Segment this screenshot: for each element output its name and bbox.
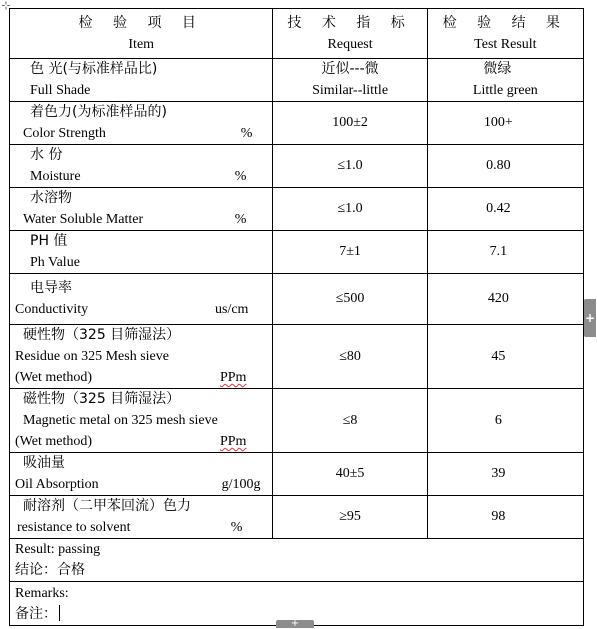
result-cell-merged[interactable] [10, 539, 584, 582]
request-cell[interactable] [273, 102, 427, 145]
result-value: 6 [494, 412, 502, 428]
item-unit: % [240, 126, 253, 141]
table-header-row [10, 9, 584, 59]
result-zh: 结论：合格 [15, 562, 85, 578]
item-cell[interactable] [10, 231, 273, 274]
header-item-zh: 检 验 项 目 [78, 14, 204, 31]
table-row [10, 231, 584, 274]
request-cell[interactable] [273, 231, 427, 274]
table-row [10, 59, 584, 102]
request-value: 近似---微 [321, 61, 379, 77]
result-value: 微绿 [483, 61, 512, 77]
item-cell[interactable] [10, 188, 273, 231]
header-result-zh: 检 验 结 果 [442, 14, 569, 31]
remarks-zh: 备注： [15, 605, 57, 622]
text-cursor [59, 605, 60, 621]
result-value: 7.1 [489, 244, 508, 259]
item-zh: 水 份 [30, 147, 63, 163]
header-result-en: Test Result [474, 36, 537, 52]
result-cell[interactable] [427, 188, 583, 231]
item-zh: 硬性物（325 目筛湿法） [23, 327, 181, 343]
item-cell[interactable] [10, 59, 273, 102]
inspection-table [9, 8, 584, 626]
result-value: 98 [491, 509, 506, 524]
item-en: Full Shade [30, 83, 91, 98]
header-request-cell[interactable] [273, 9, 427, 59]
result-value-en: Little green [472, 83, 538, 98]
add-row-button[interactable]: + [584, 299, 596, 337]
table-row [10, 325, 584, 389]
item-zh: 着色力(为标准样品的) [30, 104, 167, 120]
result-cell[interactable] [427, 102, 583, 145]
header-request-zh: 技 术 指 标 [287, 14, 413, 31]
request-cell[interactable] [273, 59, 427, 102]
request-cell[interactable] [273, 496, 427, 539]
request-cell[interactable] [273, 274, 427, 325]
item-zh: 电导率 [30, 280, 72, 296]
item-zh: 磁性物（325 目筛湿法） [23, 391, 181, 407]
item-en: resistance to solvent [17, 520, 131, 535]
result-cell[interactable] [427, 325, 583, 389]
table-row [10, 102, 584, 145]
result-en: Result: passing [15, 542, 101, 557]
item-en: Conductivity [15, 302, 89, 317]
request-value: ≤80 [339, 348, 361, 364]
request-value: 100±2 [332, 115, 368, 130]
item-en-2: (Wet method) [15, 370, 93, 385]
item-zh: 耐溶剂（二甲苯回流）色力 [23, 498, 191, 514]
add-column-button[interactable]: + [276, 620, 314, 628]
item-unit: % [230, 520, 243, 535]
item-cell[interactable] [10, 102, 273, 145]
table-row [10, 453, 584, 496]
item-zh: 吸油量 [23, 455, 65, 471]
item-unit: % [234, 169, 247, 184]
result-cell[interactable] [427, 59, 583, 102]
item-en-2: (Wet method) [15, 434, 93, 449]
result-cell[interactable] [427, 389, 583, 453]
item-en: Oil Absorption [15, 477, 99, 492]
table-row [10, 145, 584, 188]
item-en: Color Strength [23, 126, 106, 141]
result-cell[interactable] [427, 145, 583, 188]
request-cell[interactable] [273, 453, 427, 496]
table-move-handle-icon[interactable]: ⊹ [1, 0, 11, 12]
request-cell[interactable] [273, 325, 427, 389]
table-row [10, 389, 584, 453]
item-cell[interactable] [10, 325, 273, 389]
table-row [10, 496, 584, 539]
request-cell[interactable] [273, 389, 427, 453]
item-unit: us/cm [215, 302, 249, 317]
result-row [10, 539, 584, 582]
header-item-cell[interactable] [10, 9, 273, 59]
request-value: ≤1.0 [337, 201, 363, 216]
request-value: ≤1.0 [337, 158, 363, 173]
header-result-cell[interactable] [427, 9, 583, 59]
item-cell[interactable] [10, 274, 273, 325]
item-en: Moisture [30, 169, 81, 184]
request-value: 40±5 [335, 466, 365, 481]
table-row [10, 188, 584, 231]
item-unit: g/100g [221, 477, 261, 492]
request-value: ≤500 [335, 291, 365, 306]
item-cell[interactable] [10, 389, 273, 453]
item-zh: 色 光(与标准样品比) [30, 61, 158, 77]
item-cell[interactable] [10, 453, 273, 496]
result-value: 45 [491, 348, 506, 364]
request-cell[interactable] [273, 188, 427, 231]
result-cell[interactable] [427, 453, 583, 496]
result-cell[interactable] [427, 274, 583, 325]
result-value: 0.42 [486, 201, 511, 216]
request-value-en: Similar--little [312, 83, 389, 98]
item-en: Ph Value [30, 255, 80, 270]
result-cell[interactable] [427, 496, 583, 539]
result-value: 39 [491, 466, 506, 481]
result-cell[interactable] [427, 231, 583, 274]
header-request-en: Request [327, 36, 373, 52]
result-value: 420 [487, 291, 509, 306]
item-en: Residue on 325 Mesh sieve [15, 349, 169, 364]
request-value: ≤8 [342, 412, 358, 428]
request-cell[interactable] [273, 145, 427, 188]
result-value: 100+ [483, 115, 513, 130]
header-item-en: Item [128, 36, 155, 52]
item-cell[interactable] [10, 145, 273, 188]
request-value: ≥95 [339, 509, 361, 524]
remarks-en: Remarks: [15, 585, 69, 601]
item-en: Water Soluble Matter [23, 212, 144, 227]
item-unit: PPm [219, 370, 247, 385]
request-value: 7±1 [339, 244, 361, 259]
item-unit: % [234, 212, 247, 227]
table-row [10, 274, 584, 325]
item-unit: PPm [219, 434, 247, 449]
result-value: 0.80 [486, 158, 511, 173]
item-zh: 水溶物 [30, 190, 72, 206]
item-cell[interactable] [10, 496, 273, 539]
item-zh: PH 值 [30, 233, 68, 249]
item-en: Magnetic metal on 325 mesh sieve [23, 413, 218, 428]
